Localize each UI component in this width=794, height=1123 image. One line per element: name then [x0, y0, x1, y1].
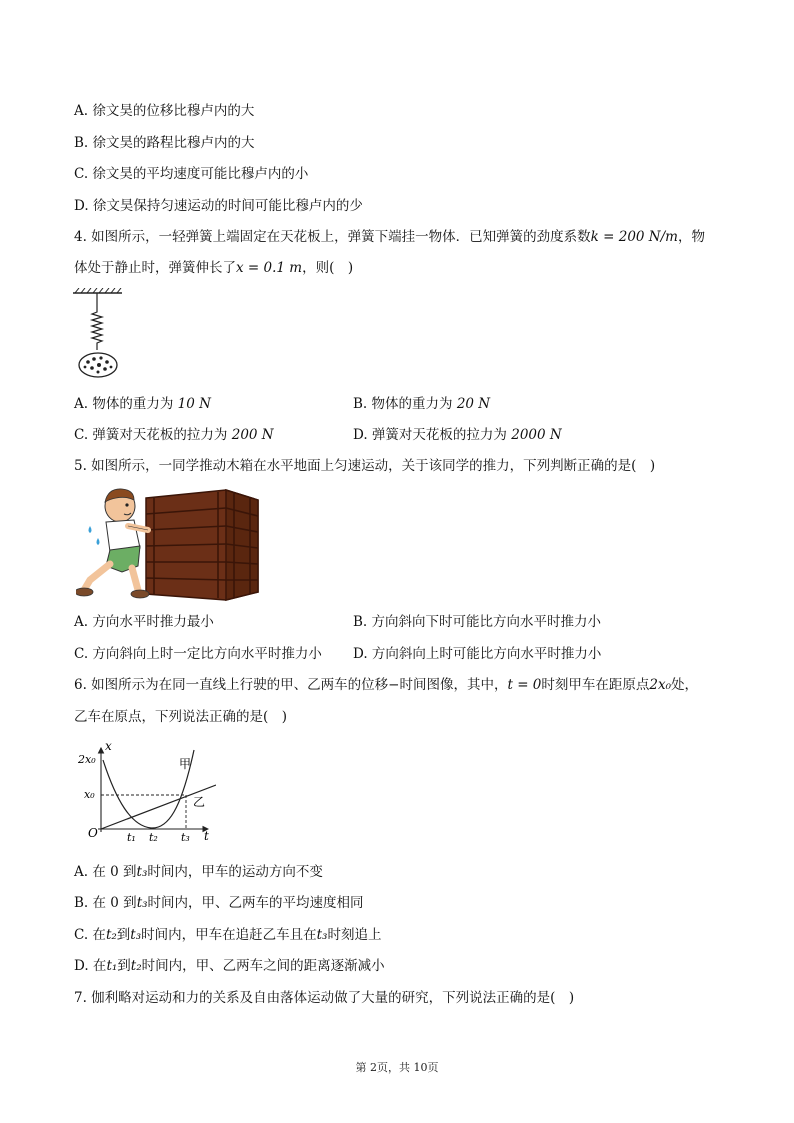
wooden-crate	[146, 490, 258, 600]
q6-stem-line1: 6. 如图所示为在同一直线上行驶的甲、乙两车的位移−时间图像，其中，t = 0时刻甲车在距原点2x₀处，	[74, 677, 699, 693]
t3-label: t₃	[181, 831, 190, 844]
q4-option-c: C. 弹簧对天花板的拉力为 200 N	[74, 427, 274, 443]
q6-option-d: D. 在t₁到t₂时间内，甲、乙两车之间的距离逐渐减小	[74, 958, 385, 974]
spring-figure	[70, 288, 130, 384]
q5-option-d: D. 方向斜向上时可能比方向水平时推力小	[353, 646, 602, 662]
xt-graph	[76, 740, 216, 846]
q5-stem: 5. 如图所示，一同学推动木箱在水平地面上匀速运动，关于该同学的推力，下列判断正确的是( )	[74, 458, 656, 474]
q3-option-c: C. 徐文昊的平均速度可能比穆卢内的小	[74, 166, 309, 182]
q3-option-d: D. 徐文昊保持匀速运动的时间可能比穆卢内的少	[74, 198, 363, 214]
q4-option-b: B. 物体的重力为 20 N	[353, 396, 491, 412]
origin-label: O	[88, 826, 98, 840]
q5-option-a: A. 方向水平时推力最小	[74, 614, 214, 630]
ceiling-hatch	[75, 288, 121, 293]
q6-option-a: A. 在 0 到t₃时间内，甲车的运动方向不变	[74, 864, 323, 880]
q4-option-d: D. 弹簧对天花板的拉力为 2000 N	[353, 427, 562, 443]
q6-option-b: B. 在 0 到t₃时间内，甲、乙两车的平均速度相同	[74, 895, 364, 911]
q7-stem: 7. 伽利略对运动和力的关系及自由落体运动做了大量的研究，下列说法正确的是( )	[74, 990, 575, 1006]
q3-option-a: A. 徐文昊的位移比穆卢内的大	[74, 103, 255, 119]
q6-stem-line2: 乙车在原点，下列说法正确的是( )	[74, 709, 288, 725]
q4-option-a: A. 物体的重力为 10 N	[74, 396, 211, 412]
q6-t-expression: t = 0	[507, 677, 542, 693]
t2-label: t₂	[149, 831, 158, 844]
yi-label: 乙	[193, 795, 206, 809]
q6-option-c: C. 在t₂到t₃时间内，甲车在追赶乙车且在t₃时刻追上	[74, 927, 382, 943]
y-tick-x0: x₀	[84, 788, 95, 801]
x-axis-label: x	[105, 740, 112, 753]
q4-stem-line2: 体处于静止时，弹簧伸长了x = 0.1 m，则( )	[74, 260, 354, 276]
jia-label: 甲	[179, 757, 192, 771]
q4-k-expression: k = 200 N/m	[590, 229, 678, 245]
q4-x-expression: x = 0.1 m	[236, 260, 303, 276]
q5-option-b: B. 方向斜向下时可能比方向水平时推力小	[353, 614, 602, 630]
q6-position-expression: 2x₀	[649, 677, 672, 693]
page-footer: 第 2页，共 10页	[355, 1061, 439, 1074]
boy-pushing	[76, 489, 149, 598]
t-axis-label: t	[204, 829, 209, 843]
t1-label: t₁	[127, 831, 136, 844]
spring-coil	[92, 293, 102, 350]
q5-option-c: C. 方向斜向上时一定比方向水平时推力小	[74, 646, 322, 662]
y-tick-2x0: 2x₀	[78, 753, 96, 766]
pushing-box-figure	[76, 486, 262, 602]
q3-option-b: B. 徐文昊的路程比穆卢内的大	[74, 135, 255, 151]
q4-stem-line1: 4. 如图所示，一轻弹簧上端固定在天花板上，弹簧下端挂一物体．已知弹簧的劲度系数k = 200 N/m，物	[74, 229, 705, 245]
